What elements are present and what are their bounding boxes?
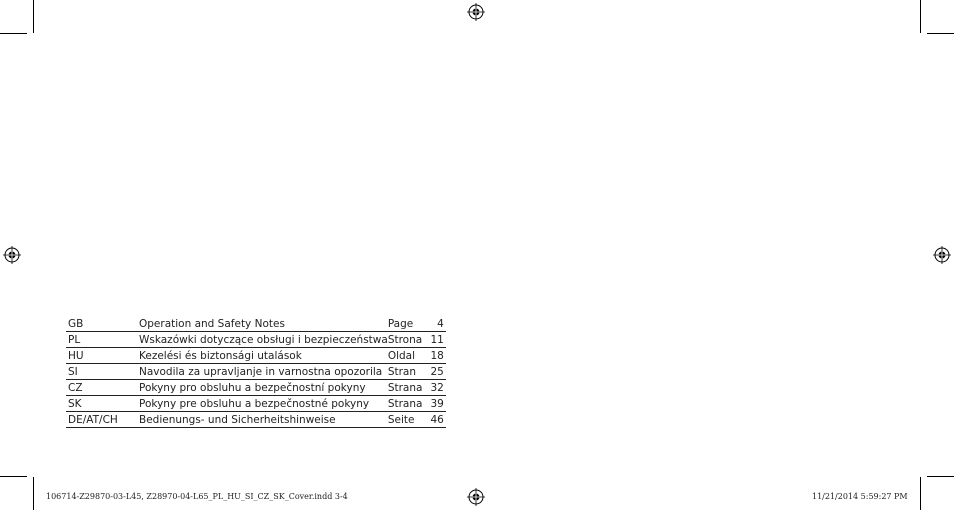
toc-page-number: 25 [430, 365, 444, 378]
crop-mark-top-left-horizontal [0, 33, 27, 34]
crop-mark-bottom-right-horizontal [927, 476, 954, 477]
slug-timestamp: 11/21/2014 5:59:27 PM [812, 492, 908, 501]
crop-mark-top-right-vertical [920, 0, 921, 33]
toc-language-code: HU [68, 349, 84, 362]
toc-section-title: Pokyny pre obsluhu a bezpečnostné pokyny [139, 397, 370, 410]
toc-language-code: SK [68, 397, 82, 410]
slug-file-name: 106714-Z29870-03-L45, Z28970-04-L65_PL_HU_SI_CZ_SK_Cover.indd 3-4 [46, 492, 348, 501]
toc-row [66, 396, 446, 412]
toc-row [66, 348, 446, 364]
toc-language-code: CZ [68, 381, 83, 394]
language-table-of-contents [66, 316, 446, 428]
registration-mark-icon [467, 3, 485, 21]
crop-mark-bottom-left-horizontal [0, 476, 27, 477]
crop-mark-top-left-vertical [33, 0, 34, 33]
toc-page-word: Strana [387, 381, 423, 394]
toc-page-word: Oldal [387, 349, 416, 362]
toc-section-title: Navodila za upravljanje in varnostna opozorila [139, 365, 383, 378]
toc-page-number: 46 [430, 413, 444, 426]
toc-row [66, 364, 446, 380]
toc-page-number: 32 [430, 381, 444, 394]
toc-language-code: DE/AT/CH [68, 413, 118, 426]
toc-page-number: 4 [437, 317, 444, 330]
toc-page-number: 39 [430, 397, 444, 410]
crop-mark-top-right-horizontal [927, 33, 954, 34]
toc-page-word: Page [387, 317, 414, 330]
toc-section-title: Pokyny pro obsluhu a bezpečnostní pokyny [139, 381, 366, 394]
toc-page-number: 11 [430, 333, 444, 346]
registration-mark-icon [467, 488, 485, 506]
toc-language-code: PL [68, 333, 81, 346]
crop-mark-bottom-left-vertical [33, 477, 34, 510]
toc-section-title: Kezelési és biztonsági utalások [139, 349, 302, 362]
registration-mark-icon [3, 246, 21, 264]
toc-row [66, 380, 446, 396]
toc-section-title: Operation and Safety Notes [139, 317, 285, 330]
registration-mark-icon [933, 246, 951, 264]
toc-language-code: SI [68, 365, 78, 378]
toc-row [66, 332, 446, 348]
toc-section-title: Wskazówki dotyczące obsługi i bezpieczeństwa [139, 333, 388, 346]
toc-page-number: 18 [430, 349, 444, 362]
crop-mark-bottom-right-vertical [920, 477, 921, 510]
toc-language-code: GB [68, 317, 84, 330]
toc-row [66, 316, 446, 332]
toc-page-word: Seite [387, 413, 415, 426]
toc-section-title: Bedienungs- und Sicherheitshinweise [139, 413, 336, 426]
toc-page-word: Stran [387, 365, 417, 378]
toc-page-word: Strona [387, 333, 423, 346]
toc-page-word: Strana [387, 397, 423, 410]
toc-row [66, 412, 446, 428]
